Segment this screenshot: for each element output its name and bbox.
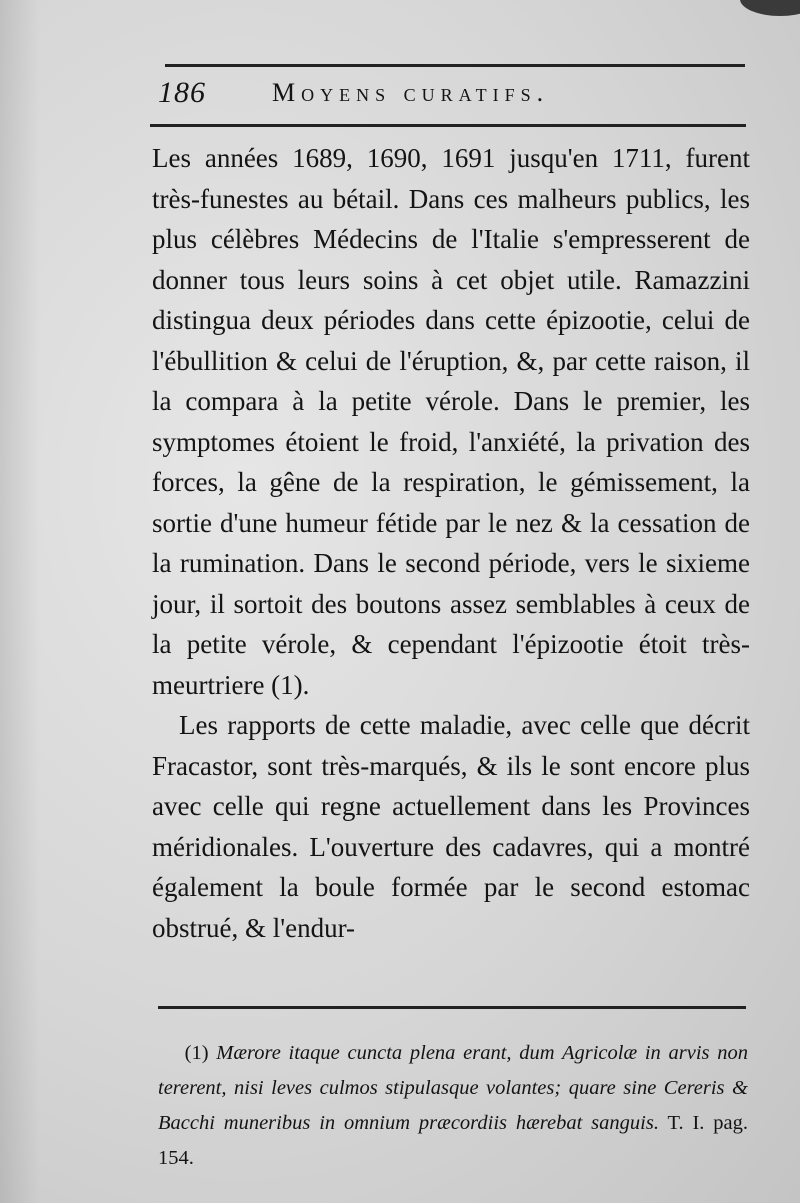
page-corner-shadow [740,0,800,16]
page-number: 186 [158,76,206,109]
running-title: Moyens curatifs. [272,78,550,107]
footnote-reference: T. I. pag. 154. [158,1112,748,1169]
paragraph-2: Les rapports de cette maladie, avec celle que décrit Fracastor, sont très-marqués, & ils le sont encore plus avec celle qui regne actuellement dans les Provinces méridionales. L'ouverture des cadavres, qui a montré également la boule formée par le second estomac obstrué, & l'endur- [152,710,750,943]
header-rule-bottom [150,124,746,127]
footnote [158,1036,748,1176]
footnote-marker: (1) [184,1042,209,1064]
page-edge-shadow [0,0,40,1203]
footnote-separator [158,1006,746,1009]
header-rule-top [165,64,745,67]
body-text [152,138,750,948]
running-head [158,76,748,116]
paragraph-1: Les années 1689, 1690, 1691 jusqu'en 1711, furent très-funestes au bétail. Dans ces malheurs publics, les plus célèbres Médecins de l'Italie s'empresserent de donner tous leurs soins à cet objet utile. Ramazzini distingua deux périodes dans cette épizootie, celui de l'ébullition & celui de l'éruption, &, par cette raison, il la compara à la petite vérole. Dans le premier, les symptomes étoient le froid, l'anxiété, la privation des forces, la gêne de la respiration, le gémissement, la sortie d'une humeur fétide par le nez & la cessation de la rumination. Dans le second période, vers le sixieme jour, il sortoit des boutons assez semblables à ceux de la petite vérole, & cependant l'épizootie étoit très-meurtriere (1). [152,143,750,700]
footnote-text: Mærore itaque cuncta plena erant, dum Agricolæ in arvis non tererent, nisi leves culmos stipulasque volantes; quare sine Cereris & Bacchi muneribus in omnium præcordiis hærebat sanguis. [158,1042,748,1134]
